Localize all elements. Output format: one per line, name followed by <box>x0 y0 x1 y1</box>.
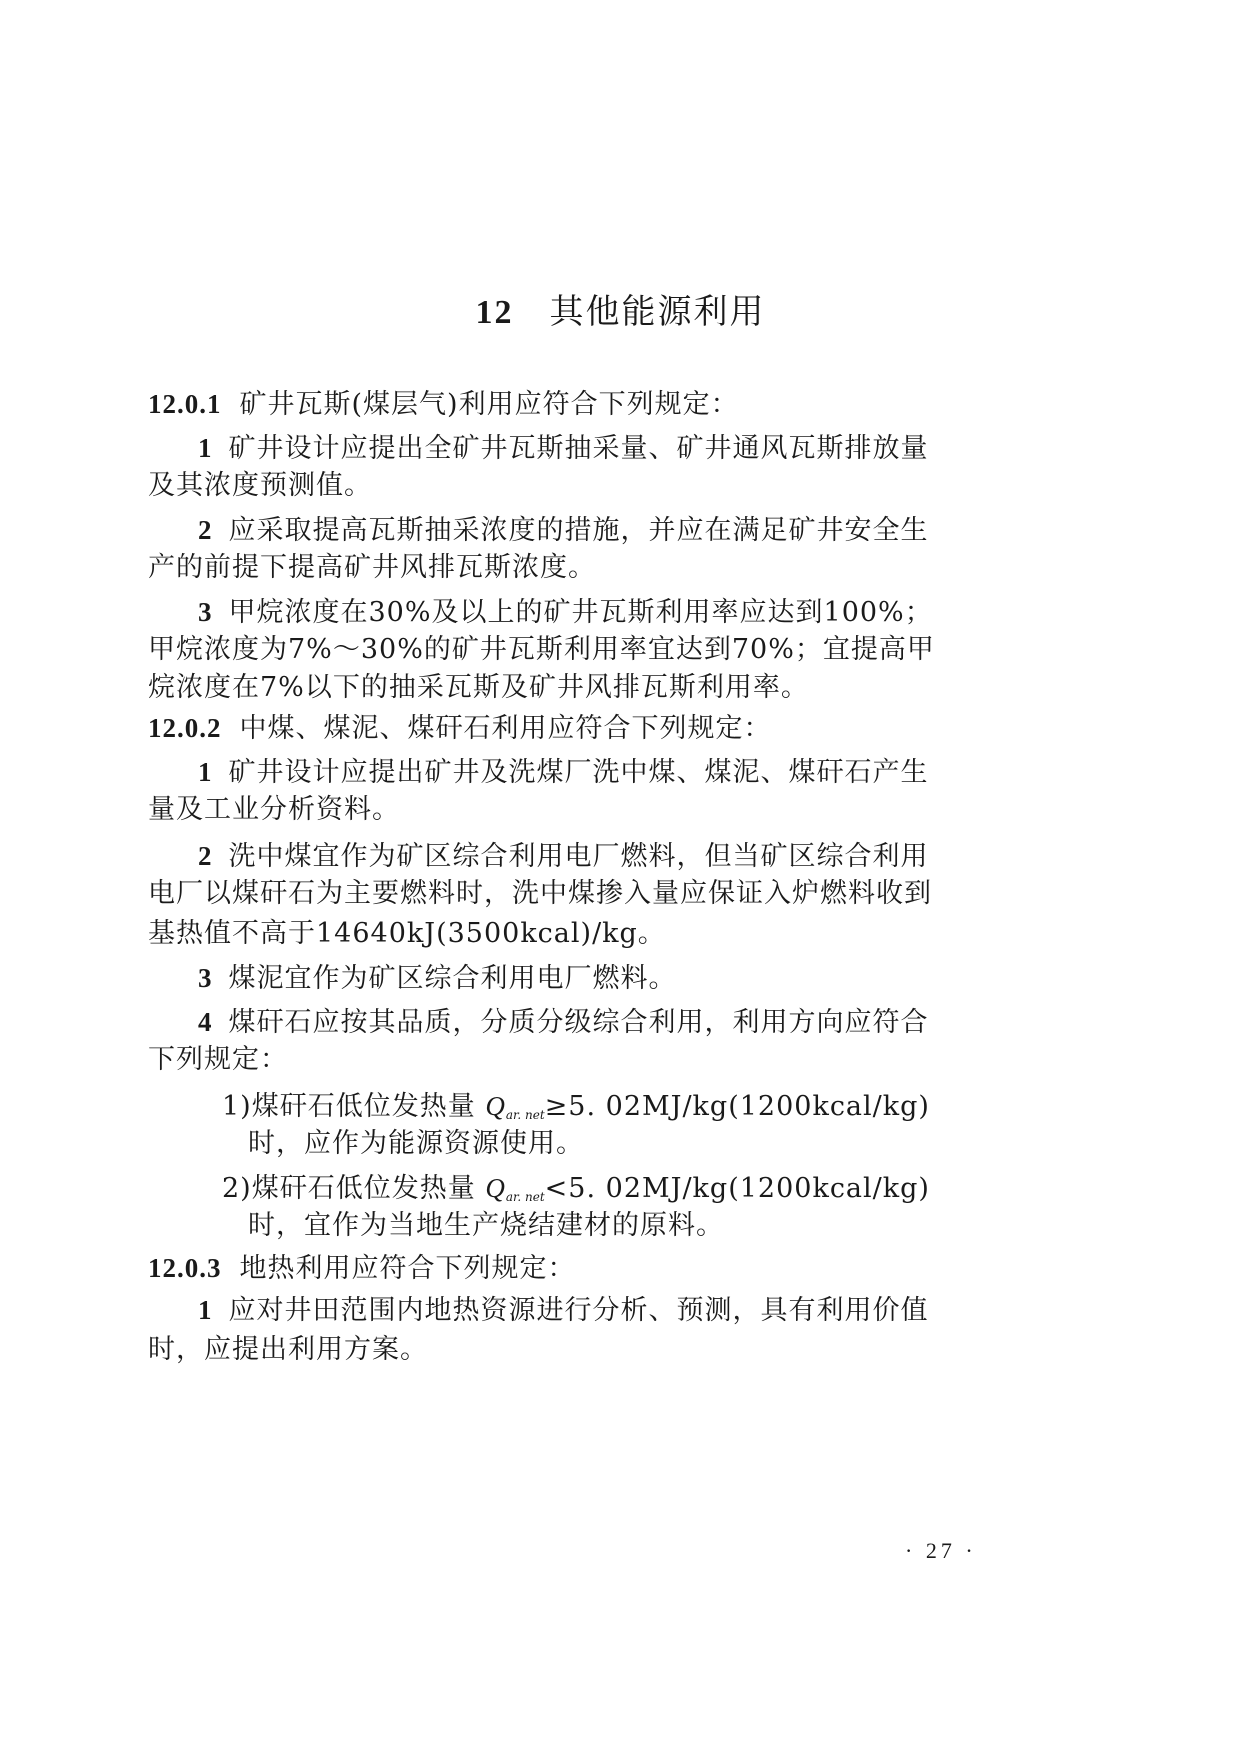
item-text: 应采取提高瓦斯抽采浓度的措施，并应在满足矿井安全生 <box>228 515 929 546</box>
item-text-cont: 产的前提下提高矿井风排瓦斯浓度。 <box>148 552 596 583</box>
list-item <box>198 592 933 633</box>
item-text-cont: 及其浓度预测值。 <box>148 470 372 501</box>
item-number: 1 <box>198 433 213 463</box>
item-number: 1 <box>198 1295 213 1325</box>
item-number: 2 <box>198 515 213 545</box>
sub-item-text: 煤矸石低位发热量 <box>251 1173 476 1204</box>
item-number: 2 <box>198 841 213 871</box>
clause-intro: 中煤、煤泥、煤矸石利用应符合下列规定： <box>239 713 772 744</box>
item-text-cont: 烷浓度在7%以下的抽采瓦斯及矿井风排瓦斯利用率。 <box>148 672 809 703</box>
list-item <box>198 1002 929 1043</box>
item-text: 甲烷浓度在30%及以上的矿井瓦斯利用率应达到100%； <box>228 597 933 628</box>
clause-number: 12.0.3 <box>148 1253 222 1283</box>
clause-number: 12.0.2 <box>148 713 222 743</box>
list-item <box>198 752 929 793</box>
item-text: 煤矸石应按其品质，分质分级综合利用，利用方向应符合 <box>228 1007 929 1038</box>
item-text: 矿井设计应提出矿井及洗煤厂洗中煤、煤泥、煤矸石产生 <box>228 757 929 788</box>
item-text: 应对井田范围内地热资源进行分析、预测，具有利用价值 <box>228 1295 929 1326</box>
sub-item-number: 2) <box>222 1173 252 1204</box>
sub-item-cont: 时，应作为能源资源使用。 <box>248 1128 584 1159</box>
item-text: 洗中煤宜作为矿区综合利用电厂燃料，但当矿区综合利用 <box>228 841 929 872</box>
sub-item-number: 1) <box>222 1091 252 1122</box>
symbol-q: Q <box>485 1173 506 1203</box>
item-text: 矿井设计应提出全矿井瓦斯抽采量、矿井通风瓦斯排放量 <box>228 433 929 464</box>
symbol-q: Q <box>485 1091 506 1121</box>
list-item <box>198 428 929 469</box>
clause-heading <box>148 1248 576 1289</box>
chapter-title: 其他能源利用 <box>549 292 766 332</box>
chapter-number: 12 <box>475 294 514 331</box>
item-text-cont: 量及工业分析资料。 <box>148 794 400 825</box>
page-number: · 27 · <box>905 1538 977 1563</box>
clause-intro: 地热利用应符合下列规定： <box>239 1253 576 1284</box>
sub-item-value: ≥5. 02MJ/kg(1200kcal/kg) <box>544 1091 930 1122</box>
list-item <box>198 958 677 999</box>
item-text-cont: 甲烷浓度为7%～30%的矿井瓦斯利用率宜达到70%；宜提高甲 <box>148 634 935 665</box>
symbol-subscript: ar. net <box>505 1108 545 1122</box>
clause-number: 12.0.1 <box>148 389 222 419</box>
item-text-cont: 下列规定： <box>148 1044 288 1075</box>
item-text-cont: 基热值不高于14640kJ(3500kcal)/kg。 <box>148 918 666 949</box>
item-number: 1 <box>198 757 213 787</box>
sub-item-text: 煤矸石低位发热量 <box>251 1091 476 1122</box>
item-text-cont: 电厂以煤矸石为主要燃料时，洗中煤掺入量应保证入炉燃料收到 <box>148 878 932 909</box>
list-item <box>198 1290 929 1331</box>
clause-intro: 矿井瓦斯(煤层气)利用应符合下列规定： <box>239 389 739 420</box>
chapter-heading <box>0 284 1241 333</box>
sub-item-cont: 时，宜作为当地生产烧结建材的原料。 <box>248 1210 724 1241</box>
list-item <box>198 510 929 551</box>
clause-heading <box>148 384 739 425</box>
symbol-subscript: ar. net <box>505 1190 545 1204</box>
clause-heading <box>148 708 772 749</box>
sub-item-value: <5. 02MJ/kg(1200kcal/kg) <box>544 1173 930 1204</box>
item-number: 3 <box>198 597 213 627</box>
list-item <box>198 836 929 877</box>
item-text-cont: 时，应提出利用方案。 <box>148 1334 428 1365</box>
item-text: 煤泥宜作为矿区综合利用电厂燃料。 <box>228 963 677 994</box>
item-number: 4 <box>198 1007 213 1037</box>
item-number: 3 <box>198 963 213 993</box>
